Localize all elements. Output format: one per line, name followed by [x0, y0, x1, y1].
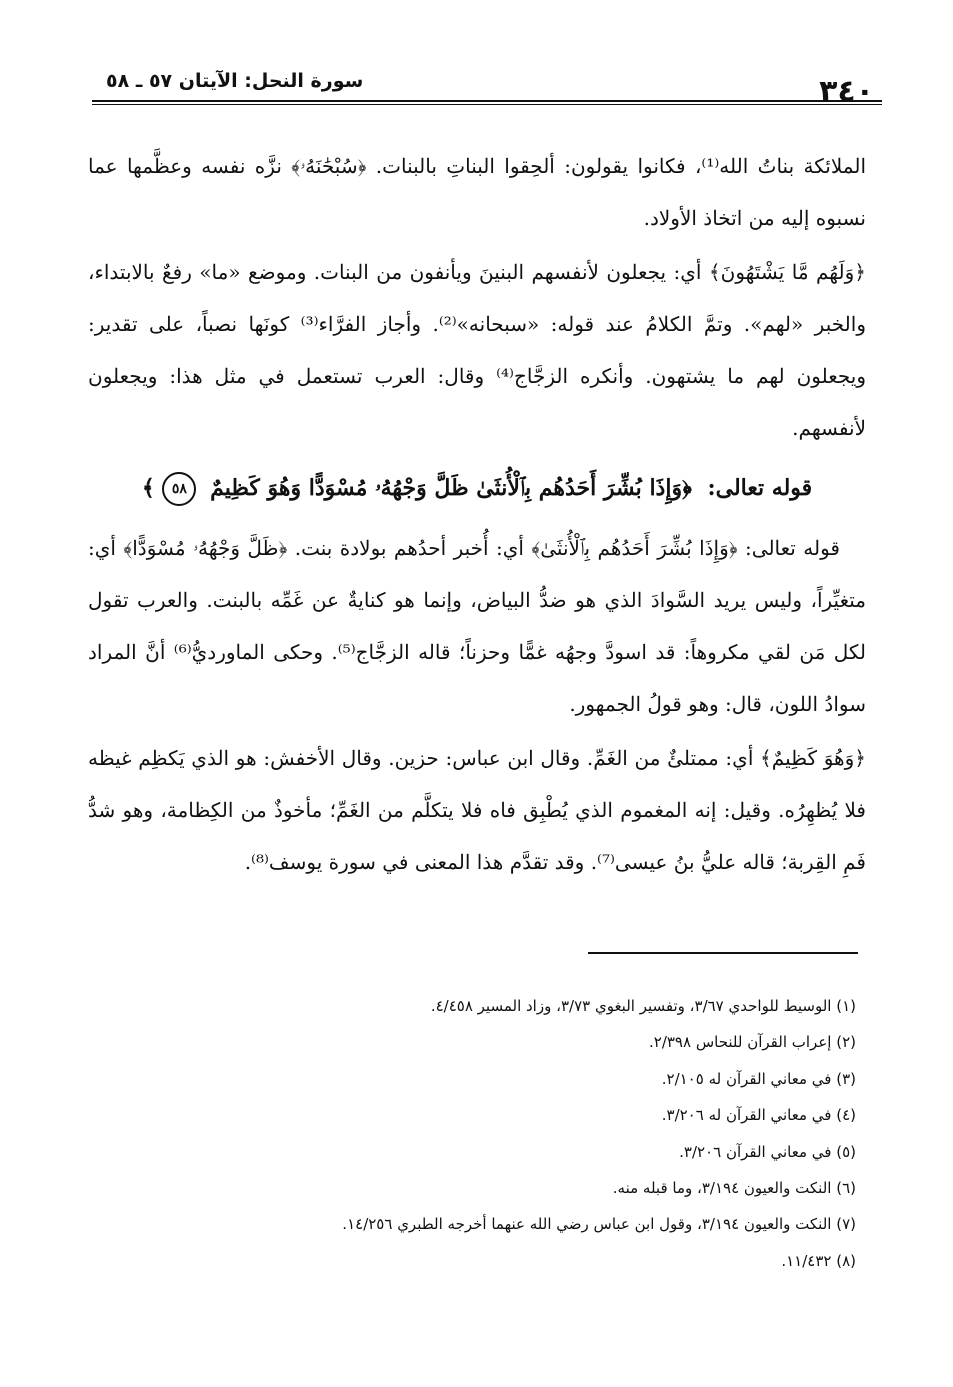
paragraph: ﴿وَهُوَ كَظِيمٌ﴾ أي: ممتلئٌ من الغَمِّ. وقال ابن عباس: حزين. وقال الأخفش: هو الذي يَكظِم غيظه فلا يُظهِرُه. وقيل: إنه المغموم الذي يُطْبِق فاه فلا يتكلَّم من الغَمِّ؛ مأخوذٌ من الكِظامة، وهو شدُّ فَمِ القِربة؛ قاله عليُّ بنُ عيسى⁽⁷⁾. وقد تقدَّم هذا المعنى في سورة يوسف⁽⁸⁾.: [88, 746, 866, 874]
footnote: (١) الوسيط للواحدي ٣/٦٧، وتفسير البغوي ٣/٧٣، وزاد المسير ٤/٤٥٨.: [430, 997, 856, 1015]
footnote: (٦) النكت والعيون ٣/١٩٤، وما قبله منه.: [612, 1179, 856, 1198]
footnote: (٣) في معاني القرآن له ٢/١٠٥.: [661, 1069, 856, 1088]
footnote: (٧) النكت والعيون ٣/١٩٤، وقول ابن عباس رضي الله عنهما أخرجه الطبري ١٤/٢٥٦.: [342, 1215, 856, 1234]
paragraph: الملائكة بناتُ الله⁽¹⁾، فكانوا يقولون: ألحِقوا البناتِ بالبنات. ﴿سُبْحَٰنَهُۥ﴾ نزَّه نفسه وعظَّمها عما نسبوه إليه من اتخاذ الأولاد.: [88, 154, 866, 230]
verse-text: ﴿وَإِذَا بُشِّرَ أَحَدُهُم بِٱلْأُنثَىٰ ظَلَّ وَجْهُهُۥ مُسْوَدًّا وَهُوَ كَظِيمٌ: [210, 475, 692, 501]
paragraph: ﴿وَلَهُم مَّا يَشْتَهُونَ﴾ أي: يجعلون لأنفسهم البنينَ ويأنفون من البنات. وموضع «ما» رفعٌ بالابتداء، والخبر «لهم». وتمَّ الكلامُ عند قوله: «سبحانه»⁽²⁾. وأجاز الفرَّاء⁽³⁾ كونَها نصباً، على تقدير: ويجعلون لهم ما يشتهون. وأنكره الزجَّاج⁽⁴⁾ وقال: العرب تستعمل في مثل هذا: ويجعلون لأنفسهم.: [88, 260, 866, 440]
verse-close: ﴾: [141, 475, 155, 501]
main-text: [88, 140, 866, 890]
verse-number-marker: ٥٨: [162, 472, 196, 506]
footnote-separator: [588, 952, 858, 954]
verse-lead: قوله تعالى:: [707, 475, 813, 501]
header-rule: [92, 100, 882, 102]
footnote: (٥) في معاني القرآن ٣/٢٠٦.: [679, 1142, 856, 1161]
footnote: (٢) إعراب القرآن للنحاس ٢/٣٩٨.: [648, 1033, 856, 1052]
footnote: (٤) في معاني القرآن له ٣/٢٠٦.: [661, 1106, 856, 1125]
footnotes: [110, 988, 856, 1279]
verse-heading: [88, 460, 866, 516]
footnote: (٨) ١١/٤٣٢.: [781, 1251, 856, 1270]
running-title: سورة النحل: الآيتان ٥٧ ـ ٥٨: [106, 70, 364, 92]
header-rule-thin: [92, 104, 882, 105]
paragraph: قوله تعالى: ﴿وَإِذَا بُشِّرَ أَحَدُهُم بِٱلْأُنثَىٰ﴾ أي: أُخبر أحدُهم بولادة بنت. ﴿ظَلَّ وَجْهُهُۥ مُسْوَدًّا﴾ أي: متغيِّراً، وليس يريد السَّوادَ الذي هو ضدُّ البياض، وإنما هو كنايةٌ عن غَمِّه بالبنت. والعرب تقول لكل مَن لقي مكروهاً: قد اسودَّ وجهُه غمًّا وحزناً؛ قاله الزجَّاج⁽⁵⁾. وحكى الماورديُّ⁽⁶⁾ أنَّ المراد سوادُ اللون، قال: وهو قولُ الجمهور.: [88, 536, 866, 716]
page-number: ٣٤٠: [819, 74, 874, 109]
page-header: [92, 58, 882, 108]
